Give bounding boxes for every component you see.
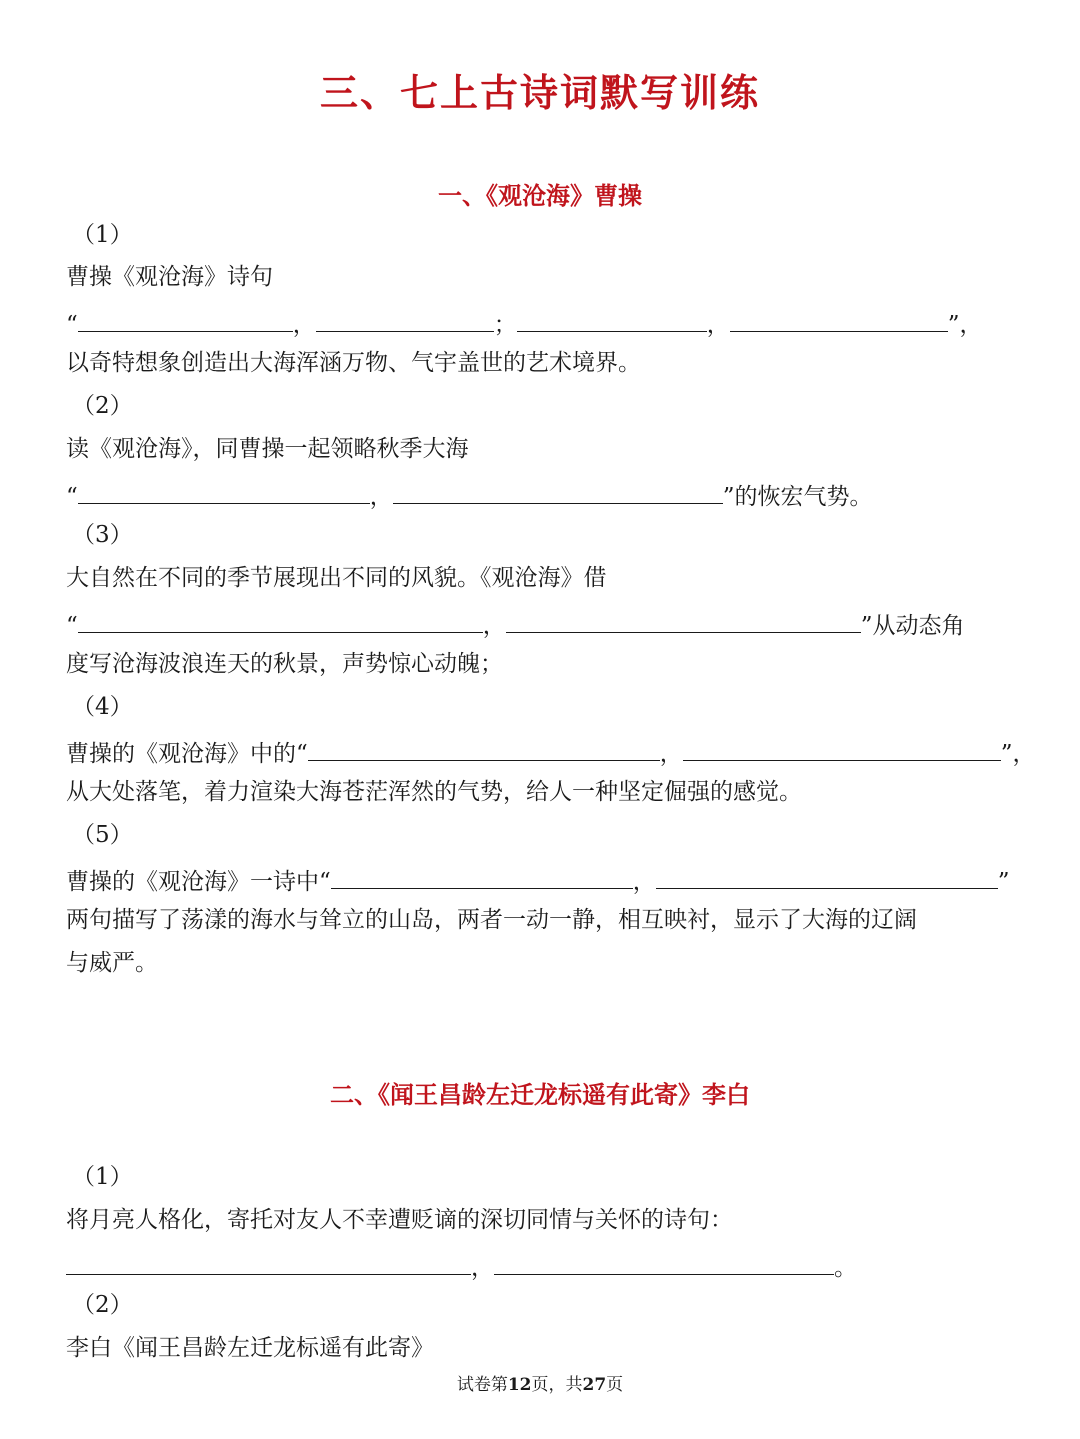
answer-blank[interactable] <box>393 477 723 504</box>
question-text: 度写沧海波浪连天的秋景，声势惊心动魄； <box>66 651 503 677</box>
question-text: 李白《闻王昌龄左迁龙标遥有此寄》 <box>66 1335 434 1361</box>
answer-line: “ ， ”的恢宏气势。 <box>66 477 873 512</box>
answer-line: “ ， ”从动态角 <box>66 606 965 641</box>
answer-blank[interactable] <box>517 305 707 332</box>
question-number: （2） <box>72 393 133 419</box>
question-text: 两句描写了荡漾的海水与耸立的山岛，两者一动一静，相互映衬，显示了大海的辽阔 <box>66 907 917 933</box>
answer-blank[interactable] <box>78 305 293 332</box>
answer-blank[interactable] <box>683 734 1001 761</box>
answer-blank[interactable] <box>316 305 494 332</box>
answer-blank[interactable] <box>656 862 998 889</box>
answer-blank[interactable] <box>494 1248 834 1275</box>
answer-line: “ ， ； ， ”， <box>66 305 983 340</box>
current-page-number: 12 <box>507 1375 532 1395</box>
section-title-1: 一、《观沧海》曹操 <box>438 181 642 210</box>
question-number: （1） <box>72 222 133 248</box>
answer-line: 曹操的《观沧海》一诗中“ ， ” <box>66 862 1010 897</box>
question-number: （4） <box>72 694 133 720</box>
answer-line: 曹操的《观沧海》中的“ ， ”， <box>66 734 1036 769</box>
question-text: 从大处落笔，着力渲染大海苍茫浑然的气势，给人一种坚定倔强的感觉。 <box>66 779 802 805</box>
question-text: 将月亮人格化，寄托对友人不幸遭贬谪的深切同情与关怀的诗句： <box>66 1207 733 1233</box>
answer-blank[interactable] <box>308 734 660 761</box>
question-number: （3） <box>72 522 133 548</box>
answer-blank[interactable] <box>331 862 633 889</box>
answer-blank[interactable] <box>78 606 483 633</box>
answer-blank[interactable] <box>506 606 861 633</box>
question-number: （1） <box>72 1164 133 1190</box>
section-title-2: 二、《闻王昌龄左迁龙标遥有此寄》李白 <box>330 1080 750 1109</box>
question-number: （5） <box>72 822 133 848</box>
question-text: 曹操《观沧海》诗句 <box>66 264 273 290</box>
page-title: 三、七上古诗词默写训练 <box>319 70 760 115</box>
question-text: 与威严。 <box>66 950 158 976</box>
answer-line: ， 。 <box>66 1248 857 1283</box>
total-page-number: 27 <box>582 1375 607 1395</box>
page-footer: 试卷第12页，共27页 <box>456 1375 624 1395</box>
answer-blank[interactable] <box>66 1248 471 1275</box>
answer-blank[interactable] <box>78 477 370 504</box>
question-text: 读《观沧海》，同曹操一起领略秋季大海 <box>66 436 469 462</box>
question-text: 大自然在不同的季节展现出不同的风貌。《观沧海》借 <box>66 565 607 591</box>
question-number: （2） <box>72 1292 133 1318</box>
answer-blank[interactable] <box>730 305 948 332</box>
question-text: 以奇特想象创造出大海浑涵万物、气宇盖世的艺术境界。 <box>66 350 641 376</box>
